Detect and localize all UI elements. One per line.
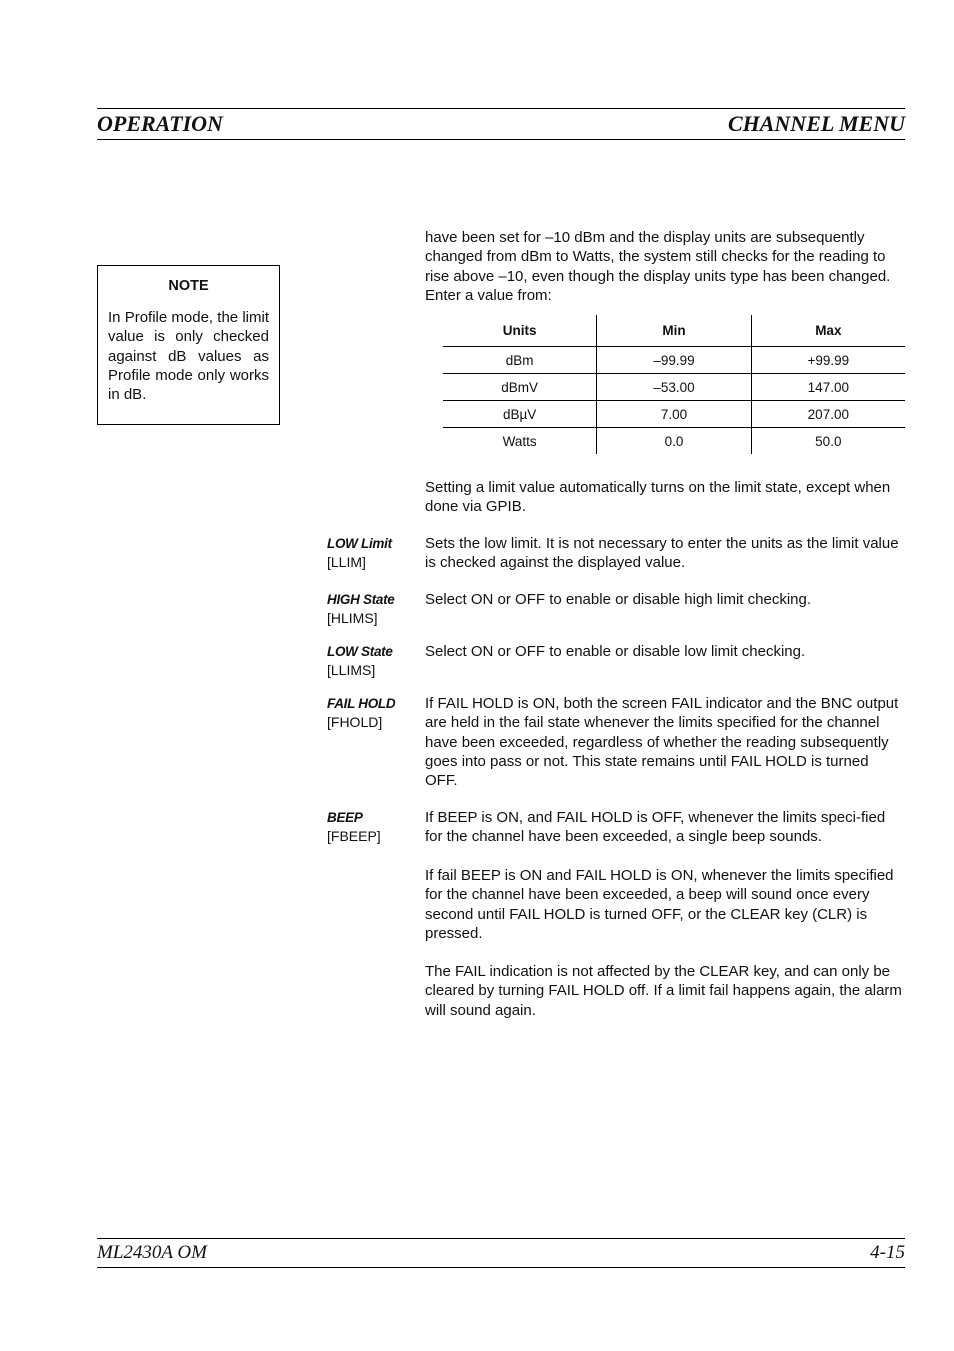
page-footer <box>97 1238 905 1268</box>
table-cell-min: 0.0 <box>597 428 751 455</box>
column-header-min: Min <box>597 315 751 347</box>
table-row <box>443 428 905 455</box>
term-code: [HLIMS] <box>327 610 378 626</box>
column-header-max: Max <box>751 315 905 347</box>
term-code: [LLIMS] <box>327 662 376 678</box>
document-id: ML2430A OM <box>97 1242 207 1263</box>
term-code: [FHOLD] <box>327 714 383 730</box>
term-low-state <box>327 643 423 679</box>
table-row <box>443 374 905 401</box>
term-name: FAIL HOLD <box>327 696 396 711</box>
clear-key-paragraph: The FAIL indication is not affected by the CLEAR key, and can only be cleared by turning FAIL HOLD off. If a limit fail happens again, the alarm will sound again. <box>425 963 902 1019</box>
beep-description: If BEEP is ON, and FAIL HOLD is OFF, whenever the limits speci-fied for the channel have been exceeded, a single beep sounds. <box>425 809 886 846</box>
table-cell-max: 50.0 <box>751 428 905 455</box>
page-number: 4-15 <box>870 1242 905 1263</box>
note-text: In Profile mode, the limit value is only checked against dB values as Profile mode only works in dB. <box>108 309 269 404</box>
term-code: [LLIM] <box>327 554 366 570</box>
table-cell-units: dBµV <box>443 401 597 428</box>
table-cell-max: 207.00 <box>751 401 905 428</box>
term-name: LOW State <box>327 644 393 659</box>
table-cell-min: 7.00 <box>597 401 751 428</box>
note-box <box>97 265 280 425</box>
table-cell-min: –53.00 <box>597 374 751 401</box>
term-name: LOW Limit <box>327 536 392 551</box>
beep-fail-hold-paragraph: If fail BEEP is ON and FAIL HOLD is ON, whenever the limits specified for the channel have been exceeded, a beep will sound once every second until FAIL HOLD is turned OFF, or the CLEAR key (CLR) is pressed. <box>425 867 894 942</box>
table-cell-units: Watts <box>502 433 537 449</box>
high-state-description: Select ON or OFF to enable or disable high limit checking. <box>425 591 812 608</box>
table-cell-max: +99.99 <box>751 347 905 374</box>
table-header-row <box>443 315 905 347</box>
low-state-description: Select ON or OFF to enable or disable low limit checking. <box>425 643 806 660</box>
term-high-state <box>327 591 423 627</box>
table-cell-units: dBmV <box>443 374 597 401</box>
table-cell-min: –99.99 <box>597 347 751 374</box>
term-low-limit <box>327 535 423 571</box>
low-limit-description: Sets the low limit. It is not necessary to enter the units as the limit value is checked against the displayed value. <box>425 535 899 572</box>
table-row <box>443 347 905 374</box>
section-title: OPERATION <box>97 111 223 136</box>
units-range-table <box>443 315 905 454</box>
term-name: BEEP <box>327 810 363 825</box>
limit-state-paragraph: Setting a limit value automatically turns on the limit state, except when done via GPIB. <box>425 479 891 516</box>
fail-hold-description: If FAIL HOLD is ON, both the screen FAIL indicator and the BNC output are held in the fail state whenever the limits specified for the channel have been exceeded, regardless of whether the reading subsequently goes into pass or not. This state remains until FAIL HOLD is turned OFF. <box>425 695 899 790</box>
table-cell-units: dBm <box>443 347 597 374</box>
table-row <box>443 401 905 428</box>
note-title: NOTE <box>168 278 209 294</box>
page-header <box>97 108 905 140</box>
table-cell-max: 147.00 <box>751 374 905 401</box>
term-name: HIGH State <box>327 592 395 607</box>
term-code: [FBEEP] <box>327 828 381 844</box>
term-fail-hold <box>327 695 423 731</box>
column-header-units: Units <box>443 315 597 347</box>
intro-paragraph: have been set for –10 dBm and the display units are subsequently changed from dBm to Watts, the system still checks for the reading to rise above –10, even though the display units type has been changed. Enter a value from: <box>425 229 891 304</box>
term-beep <box>327 809 423 845</box>
chapter-title: CHANNEL MENU <box>727 111 905 136</box>
